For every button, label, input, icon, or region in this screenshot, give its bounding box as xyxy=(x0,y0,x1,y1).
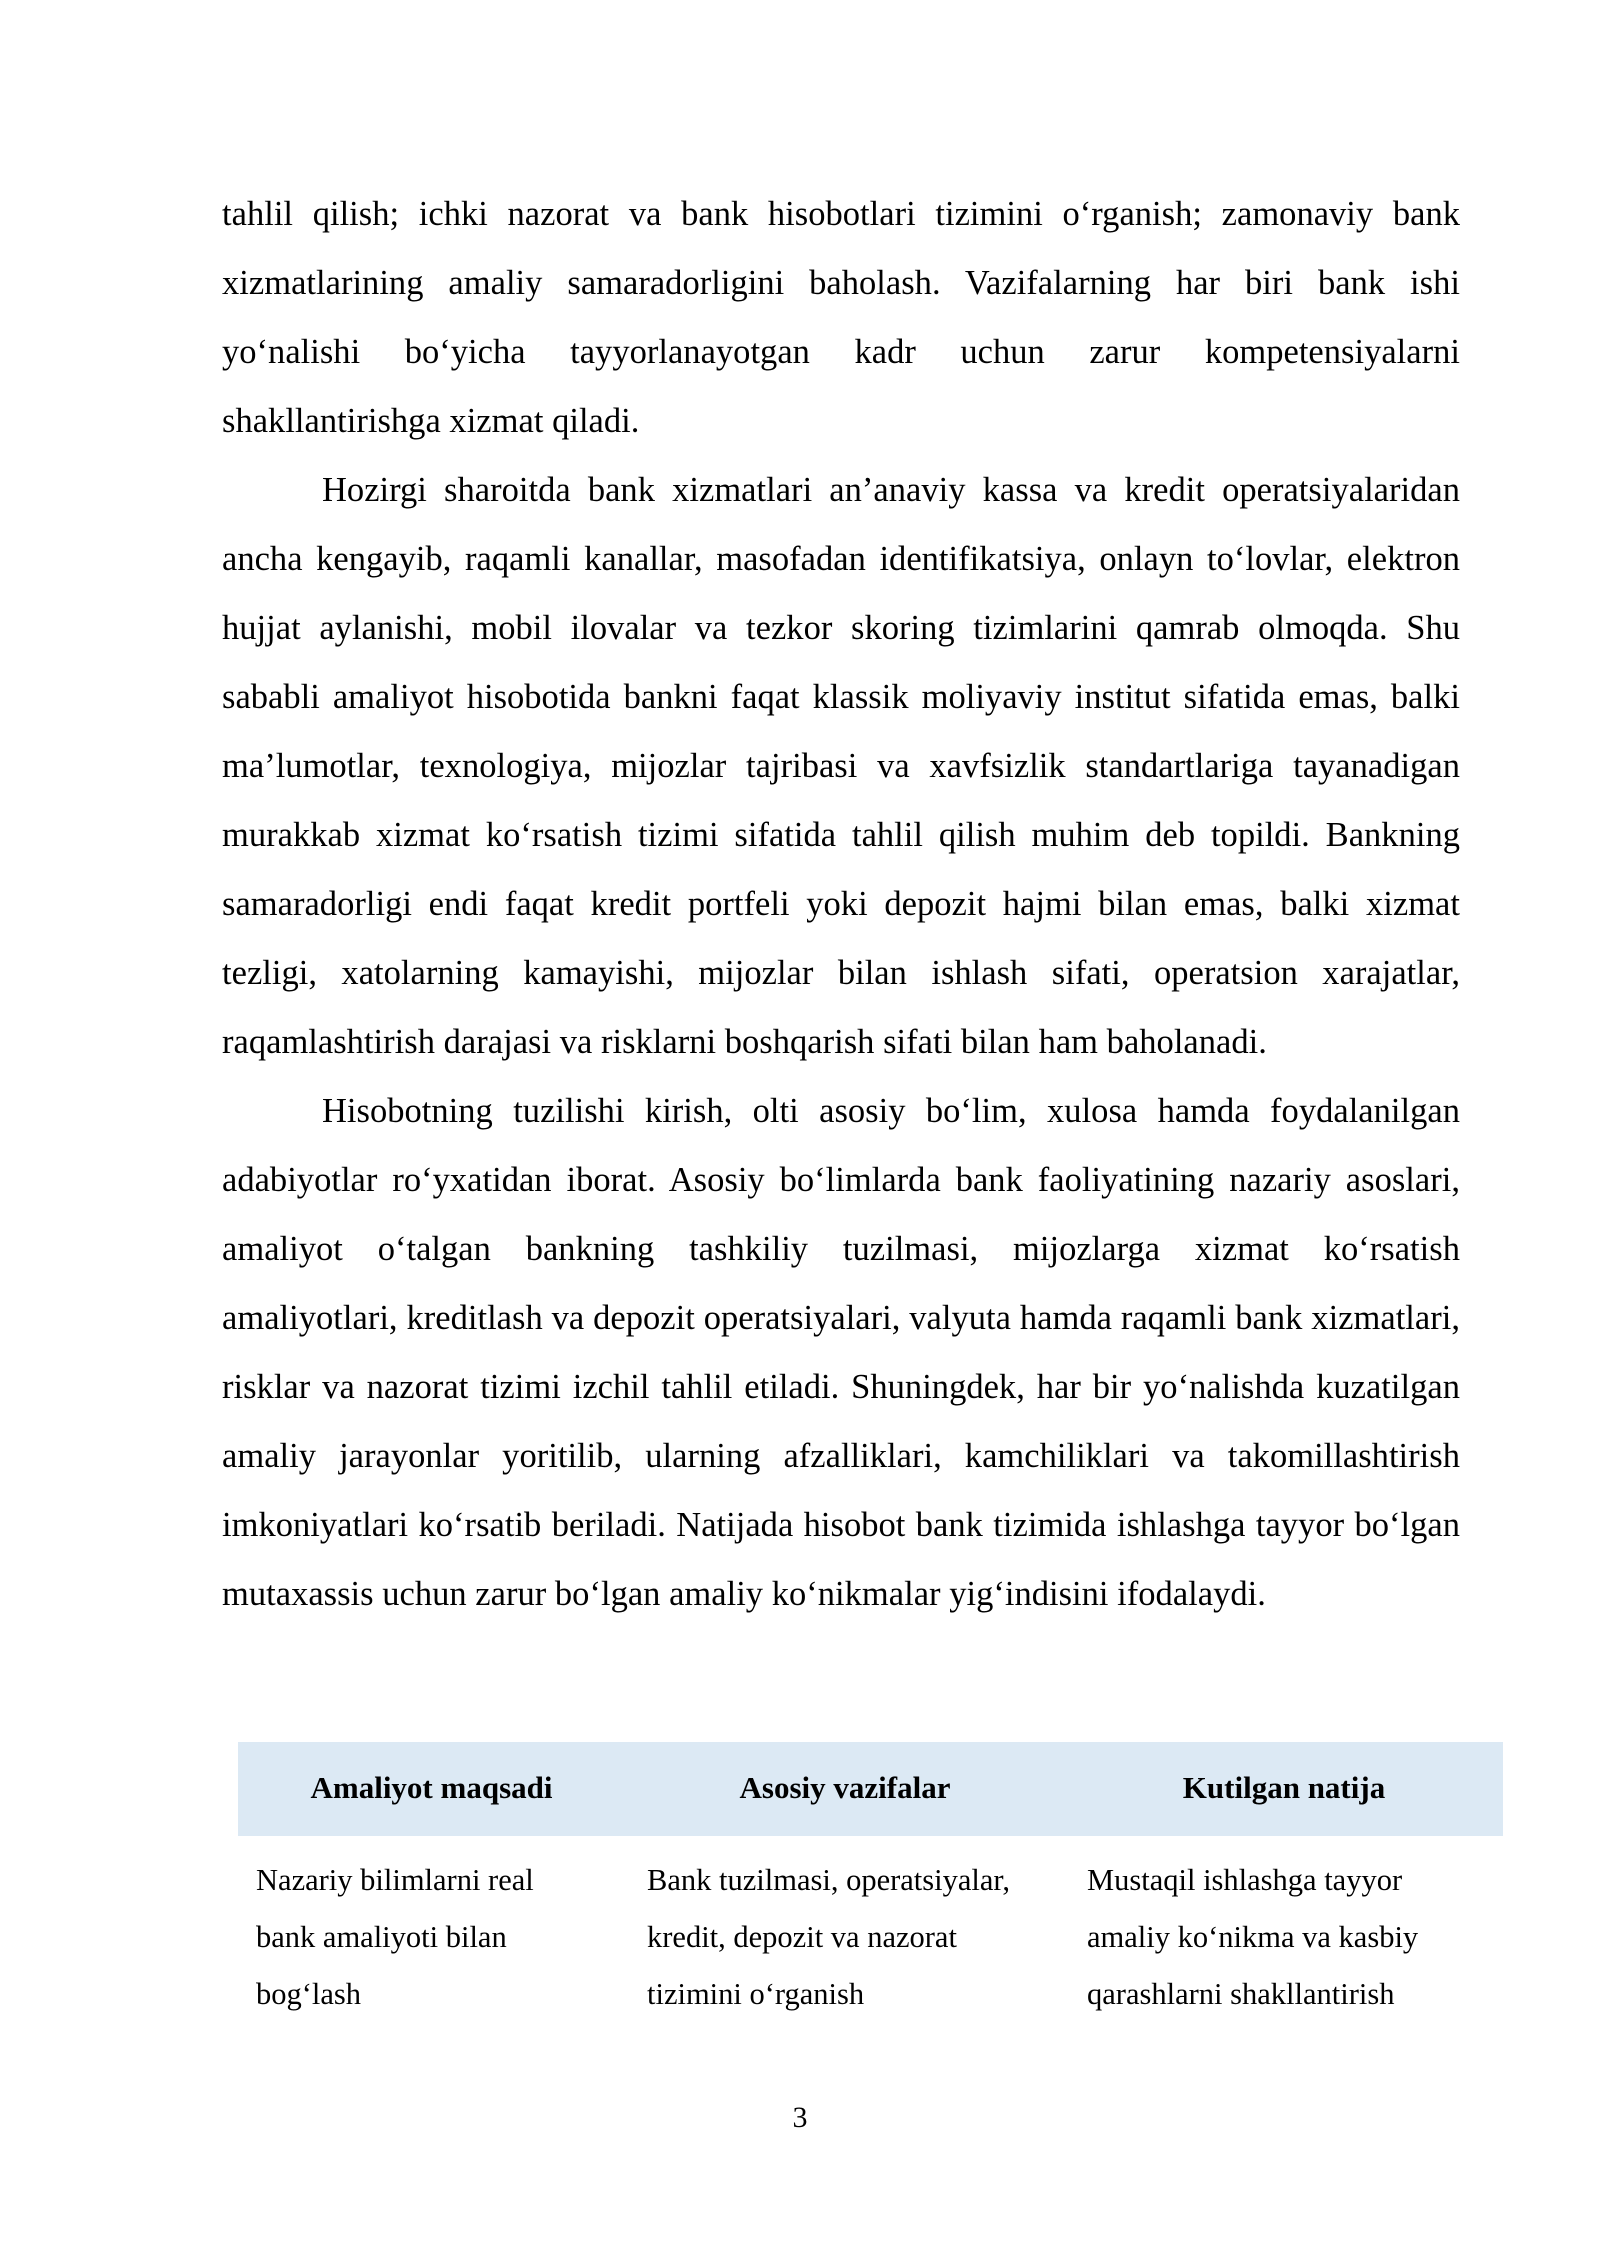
table-header-row xyxy=(238,1742,1503,1836)
table-header-cell-kutilgan-natija: Kutilgan natija xyxy=(1065,1742,1503,1836)
table-header-cell-asosiy-vazifalar: Asosiy vazifalar xyxy=(625,1742,1065,1836)
table-row xyxy=(238,1836,1503,2043)
summary-table-container xyxy=(238,1742,1443,2043)
table-cell-vazifalar: Bank tuzilmasi, operatsiyalar, kredit, depozit va nazorat tizimini o‘rganish xyxy=(647,1863,1010,2011)
paragraph-1: tahlil qilish; ichki nazorat va bank hisobotlari tizimini o‘rganish; zamonaviy bank xizmatlarining amaliy samaradorligini baholash. Vazifalarning har biri bank ishi yo‘nalishi bo‘yicha tayyorlanayotgan kadr uchun zarur kompetensiyalarni shakllantirishga xizmat qiladi. xyxy=(222,195,1460,440)
body-text-block xyxy=(222,180,1460,1629)
table-cell-maqsad: Nazariy bilimlarni real bank amaliyoti bilan bog‘lash xyxy=(256,1863,534,2011)
paragraph-2: Hozirgi sharoitda bank xizmatlari an’anaviy kassa va kredit operatsiyalaridan ancha kengayib, raqamli kanallar, masofadan identifikatsiya, onlayn to‘lovlar, elektron hujjat aylanishi, mobil ilovalar va tezkor skoring tizimlarini qamrab olmoqda. Shu sababli amaliyot hisobotida bankni faqat klassik moliyaviy institut sifatida emas, balki ma’lumotlar, texnologiya, mijozlar tajribasi va xavfsizlik standartlariga tayanadigan murakkab xizmat ko‘rsatish tizimi sifatida tahlil qilish muhim deb topildi. Bankning samaradorligi endi faqat kredit portfeli yoki depozit hajmi bilan emas, balki xizmat tezligi, xatolarning kamayishi, mijozlar bilan ishlash sifati, operatsion xarajatlar, raqamlashtirish darajasi va risklarni boshqarish sifati bilan ham baholanadi. xyxy=(222,471,1460,1061)
page-number: 3 xyxy=(792,2101,808,2134)
table-body xyxy=(238,1836,1503,2043)
paragraph-3: Hisobotning tuzilishi kirish, olti asosiy bo‘lim, xulosa hamda foydalanilgan adabiyotlar ro‘yxatidan iborat. Asosiy bo‘limlarda bank faoliyatining nazariy asoslari, amaliyot o‘talgan bankning tashkiliy tuzilmasi, mijozlarga xizmat ko‘rsatish amaliyotlari, kreditlash va depozit operatsiyalari, valyuta hamda raqamli bank xizmatlari, risklar va nazorat tizimi izchil tahlil etiladi. Shuningdek, har bir yo‘nalishda kuzatilgan amaliy jarayonlar yoritilib, ularning afzalliklari, kamchiliklari va takomillashtirish imkoniyatlari ko‘rsatib beriladi. Natijada hisobot bank tizimida ishlashga tayyor bo‘lgan mutaxassis uchun zarur bo‘lgan amaliy ko‘nikmalar yig‘indisini ifodalaydi. xyxy=(222,1092,1460,1613)
table-header-cell-amaliyot-maqsadi: Amaliyot maqsadi xyxy=(238,1742,625,1836)
table-header xyxy=(238,1742,1503,1836)
table-cell-natija: Mustaqil ishlashga tayyor amaliy ko‘nikma va kasbiy qarashlarni shakllantirish xyxy=(1087,1863,1419,2011)
summary-table xyxy=(238,1742,1503,2043)
